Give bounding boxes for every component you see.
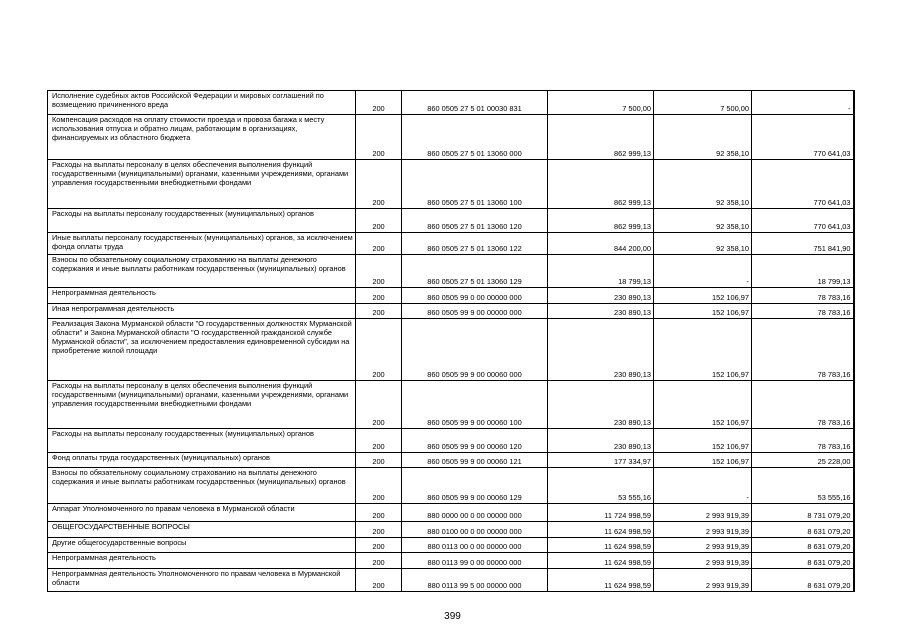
page-number: 399 <box>444 611 461 622</box>
row-classification-code: 860 0505 27 5 01 13060 122 <box>402 233 548 255</box>
row-approved-amount: 230 890,13 <box>548 319 654 381</box>
row-unexecuted-amount: 78 783,16 <box>752 429 854 453</box>
table-row <box>48 429 854 453</box>
row-code: 200 <box>356 91 402 115</box>
row-unexecuted-amount: 8 731 079,20 <box>752 504 854 522</box>
row-description: Непрограммная деятельность <box>48 288 356 304</box>
row-description: Иная непрограммная деятельность <box>48 304 356 319</box>
row-description: Непрограммная деятельность Уполномоченного по правам человека в Мурманской области <box>48 569 356 592</box>
row-executed-amount: - <box>654 255 752 288</box>
table-row <box>48 160 854 209</box>
row-approved-amount: 11 624 998,59 <box>548 553 654 569</box>
row-executed-amount: 2 993 919,39 <box>654 553 752 569</box>
row-approved-amount: 230 890,13 <box>548 381 654 429</box>
row-description: Фонд оплаты труда государственных (муниципальных) органов <box>48 453 356 468</box>
row-executed-amount: 152 106,97 <box>654 429 752 453</box>
row-executed-amount: 7 500,00 <box>654 91 752 115</box>
row-unexecuted-amount: 8 631 079,20 <box>752 553 854 569</box>
row-classification-code: 860 0505 99 9 00 00060 100 <box>402 381 548 429</box>
row-classification-code: 860 0505 27 5 01 13060 120 <box>402 209 548 233</box>
row-code: 200 <box>356 553 402 569</box>
table-row <box>48 381 854 429</box>
row-executed-amount: 2 993 919,39 <box>654 504 752 522</box>
row-code: 200 <box>356 209 402 233</box>
table-row <box>48 304 854 319</box>
table-row <box>48 553 854 569</box>
row-classification-code: 860 0505 27 5 01 13060 000 <box>402 115 548 160</box>
row-classification-code: 860 0505 27 5 01 13060 129 <box>402 255 548 288</box>
row-code: 200 <box>356 381 402 429</box>
row-classification-code: 880 0000 00 0 00 00000 000 <box>402 504 548 522</box>
table-body <box>48 91 854 592</box>
row-description: Другие общегосударственные вопросы <box>48 538 356 553</box>
table-row <box>48 538 854 553</box>
row-approved-amount: 11 624 998,59 <box>548 522 654 538</box>
row-code: 200 <box>356 522 402 538</box>
row-code: 200 <box>356 160 402 209</box>
row-approved-amount: 862 999,13 <box>548 115 654 160</box>
row-description: Аппарат Уполномоченного по правам человека в Мурманской области <box>48 504 356 522</box>
row-executed-amount: 152 106,97 <box>654 288 752 304</box>
row-description: Расходы на выплаты персоналу государственных (муниципальных) органов <box>48 209 356 233</box>
row-unexecuted-amount: 78 783,16 <box>752 319 854 381</box>
row-unexecuted-amount: 78 783,16 <box>752 381 854 429</box>
row-executed-amount: 152 106,97 <box>654 319 752 381</box>
table-row <box>48 453 854 468</box>
table-row <box>48 569 854 592</box>
row-executed-amount: 92 358,10 <box>654 209 752 233</box>
row-approved-amount: 11 624 998,59 <box>548 569 654 592</box>
row-executed-amount: 152 106,97 <box>654 304 752 319</box>
row-classification-code: 860 0505 99 0 00 00000 000 <box>402 288 548 304</box>
row-approved-amount: 18 799,13 <box>548 255 654 288</box>
row-approved-amount: 230 890,13 <box>548 304 654 319</box>
table-row <box>48 233 854 255</box>
table-row <box>48 319 854 381</box>
row-unexecuted-amount: 18 799,13 <box>752 255 854 288</box>
row-code: 200 <box>356 255 402 288</box>
table-row <box>48 209 854 233</box>
row-executed-amount: 2 993 919,39 <box>654 538 752 553</box>
row-description: Непрограммная деятельность <box>48 553 356 569</box>
row-approved-amount: 177 334,97 <box>548 453 654 468</box>
row-classification-code: 860 0505 99 9 00 00060 000 <box>402 319 548 381</box>
row-description: Взносы по обязательному социальному страхованию на выплаты денежного содержания и иные выплаты работникам государственных (муниципальных) органов <box>48 468 356 504</box>
row-unexecuted-amount: 770 641,03 <box>752 160 854 209</box>
row-unexecuted-amount: - <box>752 91 854 115</box>
row-approved-amount: 53 555,16 <box>548 468 654 504</box>
row-code: 200 <box>356 304 402 319</box>
row-description: Расходы на выплаты персоналу государственных (муниципальных) органов <box>48 429 356 453</box>
row-classification-code: 860 0505 99 9 00 00060 129 <box>402 468 548 504</box>
row-unexecuted-amount: 78 783,16 <box>752 304 854 319</box>
row-description: Компенсация расходов на оплату стоимости проезда и провоза багажа к месту использования отпуска и обратно лицам, работающим в организациях, финансируемых из областного бюджета <box>48 115 356 160</box>
row-classification-code: 860 0505 99 9 00 00060 121 <box>402 453 548 468</box>
row-executed-amount: 92 358,10 <box>654 115 752 160</box>
row-code: 200 <box>356 233 402 255</box>
row-unexecuted-amount: 751 841,90 <box>752 233 854 255</box>
row-executed-amount: 152 106,97 <box>654 381 752 429</box>
row-code: 200 <box>356 429 402 453</box>
row-executed-amount: 92 358,10 <box>654 233 752 255</box>
row-description: Взносы по обязательному социальному страхованию на выплаты денежного содержания и иные выплаты работникам государственных (муниципальных) органов <box>48 255 356 288</box>
row-approved-amount: 844 200,00 <box>548 233 654 255</box>
row-executed-amount: 152 106,97 <box>654 453 752 468</box>
row-classification-code: 860 0505 27 5 01 00030 831 <box>402 91 548 115</box>
row-classification-code: 860 0505 27 5 01 13060 100 <box>402 160 548 209</box>
table-row <box>48 522 854 538</box>
table-row <box>48 255 854 288</box>
row-unexecuted-amount: 8 631 079,20 <box>752 538 854 553</box>
table-row <box>48 504 854 522</box>
budget-execution-table <box>47 90 855 592</box>
row-executed-amount: 92 358,10 <box>654 160 752 209</box>
table-row <box>48 115 854 160</box>
row-classification-code: 880 0113 99 0 00 00000 000 <box>402 553 548 569</box>
row-approved-amount: 862 999,13 <box>548 160 654 209</box>
row-description: Расходы на выплаты персоналу в целях обеспечения выполнения функций государственными (муниципальными) органами, казенными учреждениями, органами управления государственными внебюджетными фондами <box>48 381 356 429</box>
row-unexecuted-amount: 770 641,03 <box>752 115 854 160</box>
table-row <box>48 91 854 115</box>
row-approved-amount: 862 999,13 <box>548 209 654 233</box>
row-code: 200 <box>356 288 402 304</box>
row-approved-amount: 230 890,13 <box>548 429 654 453</box>
row-code: 200 <box>356 569 402 592</box>
row-unexecuted-amount: 770 641,03 <box>752 209 854 233</box>
row-code: 200 <box>356 538 402 553</box>
row-executed-amount: 2 993 919,39 <box>654 569 752 592</box>
row-approved-amount: 230 890,13 <box>548 288 654 304</box>
row-approved-amount: 11 624 998,59 <box>548 538 654 553</box>
row-description: Расходы на выплаты персоналу в целях обеспечения выполнения функций государственными (муниципальными) органами, казенными учреждениями, органами управления государственными внебюджетными фондами <box>48 160 356 209</box>
row-unexecuted-amount: 53 555,16 <box>752 468 854 504</box>
row-unexecuted-amount: 25 228,00 <box>752 453 854 468</box>
row-code: 200 <box>356 115 402 160</box>
row-unexecuted-amount: 8 631 079,20 <box>752 569 854 592</box>
row-approved-amount: 7 500,00 <box>548 91 654 115</box>
row-classification-code: 860 0505 99 9 00 00000 000 <box>402 304 548 319</box>
row-classification-code: 860 0505 99 9 00 00060 120 <box>402 429 548 453</box>
table-row <box>48 288 854 304</box>
row-code: 200 <box>356 453 402 468</box>
row-code: 200 <box>356 504 402 522</box>
row-executed-amount: 2 993 919,39 <box>654 522 752 538</box>
row-code: 200 <box>356 319 402 381</box>
table-row <box>48 468 854 504</box>
row-classification-code: 880 0113 00 0 00 00000 000 <box>402 538 548 553</box>
row-executed-amount: - <box>654 468 752 504</box>
row-approved-amount: 11 724 998,59 <box>548 504 654 522</box>
row-unexecuted-amount: 8 631 079,20 <box>752 522 854 538</box>
row-description: Иные выплаты персоналу государственных (муниципальных) органов, за исключением фонда оплаты труда <box>48 233 356 255</box>
row-code: 200 <box>356 468 402 504</box>
row-description: Исполнение судебных актов Российской Федерации и мировых соглашений по возмещению причиненного вреда <box>48 91 356 115</box>
row-description: ОБЩЕГОСУДАРСТВЕННЫЕ ВОПРОСЫ <box>48 522 356 538</box>
row-classification-code: 880 0100 00 0 00 00000 000 <box>402 522 548 538</box>
row-description: Реализация Закона Мурманской области "О государственных должностях Мурманской области" и Закона Мурманской области "О государственной гражданской службе Мурманской области", за исключением предоставления единовременной субсидии на приобретение жилой площади <box>48 319 356 381</box>
row-classification-code: 880 0113 99 5 00 00000 000 <box>402 569 548 592</box>
row-unexecuted-amount: 78 783,16 <box>752 288 854 304</box>
